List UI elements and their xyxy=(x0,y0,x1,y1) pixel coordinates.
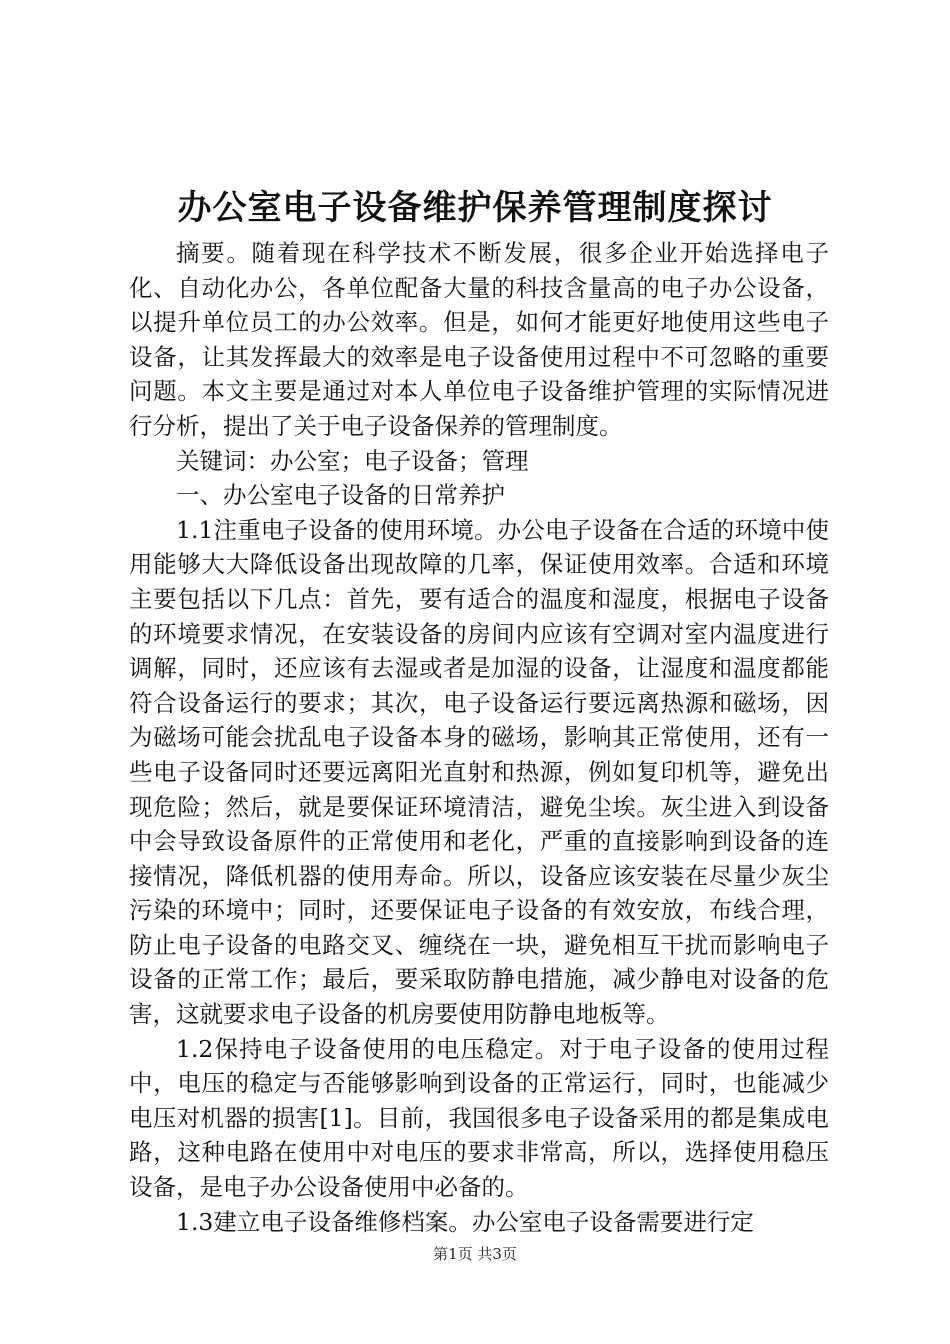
body-paragraph: 1.1注重电子设备的使用环境。办公电子设备在合适的环境中使用能够大大降低设备出现故障的几率，保证使用效率。合适和环境主要包括以下几点：首先，要有适合的温度和湿度，根据电子设备的环境要求情况，在安装设备的房间内应该有空调对室内温度进行调解，同时，还应该有去湿或者是加湿的设备，让湿度和温度都能符合设备运行的要求；其次，电子设备运行要远离热源和磁场，因为磁场可能会扰乱电子设备本身的磁场，影响其正常使用，还有一些电子设备同时还要远离阳光直射和热源，例如复印机等，避免出现危险；然后，就是要保证环境清洁，避免尘埃。灰尘进入到设备中会导致设备原件的正常使用和老化，严重的直接影响到设备的连接情况，降低机器的使用寿命。所以，设备应该安装在尽量少灰尘污染的环境中；同时，还要保证电子设备的有效安放，布线合理，防止电子设备的电路交叉、缠绕在一块，避免相互干扰而影响电子设备的正常工作；最后，要采取防静电措施，减少静电对设备的危害，这就要求电子设备的机房要使用防静电地板等。 xyxy=(129,515,829,1029)
document-title: 办公室电子设备维护保养管理制度探讨 xyxy=(177,188,773,228)
section-heading: 一、办公室电子设备的日常养护 xyxy=(176,481,505,510)
abstract-paragraph: 摘要。随着现在科学技术不断发展，很多企业开始选择电子化、自动化办公，各单位配备大量的科技含量高的电子办公设备，以提升单位员工的办公效率。但是，如何才能更好地使用这些电子设备，让其发挥最大的效率是电子设备使用过程中不可忽略的重要问题。本文主要是通过对本人单位电子设备维护管理的实际情况进行分析，提出了关于电子设备保养的管理制度。 xyxy=(129,239,829,440)
page-footer: 第1页 共3页 xyxy=(433,1245,517,1263)
document-body xyxy=(129,236,829,1239)
body-paragraph: 1.2保持电子设备使用的电压稳定。对于电子设备的使用过程中，电压的稳定与否能够影响到设备的正常运行，同时，也能减少电压对机器的损害[1]。目前，我国很多电子设备采用的都是集成电路，这种电路在使用中对电压的要求非常高，所以，选择使用稳压设备，是电子办公设备使用中必备的。 xyxy=(129,1034,829,1202)
keywords-paragraph: 关键词：办公室；电子设备；管理 xyxy=(176,446,529,475)
body-paragraph: 1.3建立电子设备维修档案。办公室电子设备需要进行定 xyxy=(176,1207,754,1236)
